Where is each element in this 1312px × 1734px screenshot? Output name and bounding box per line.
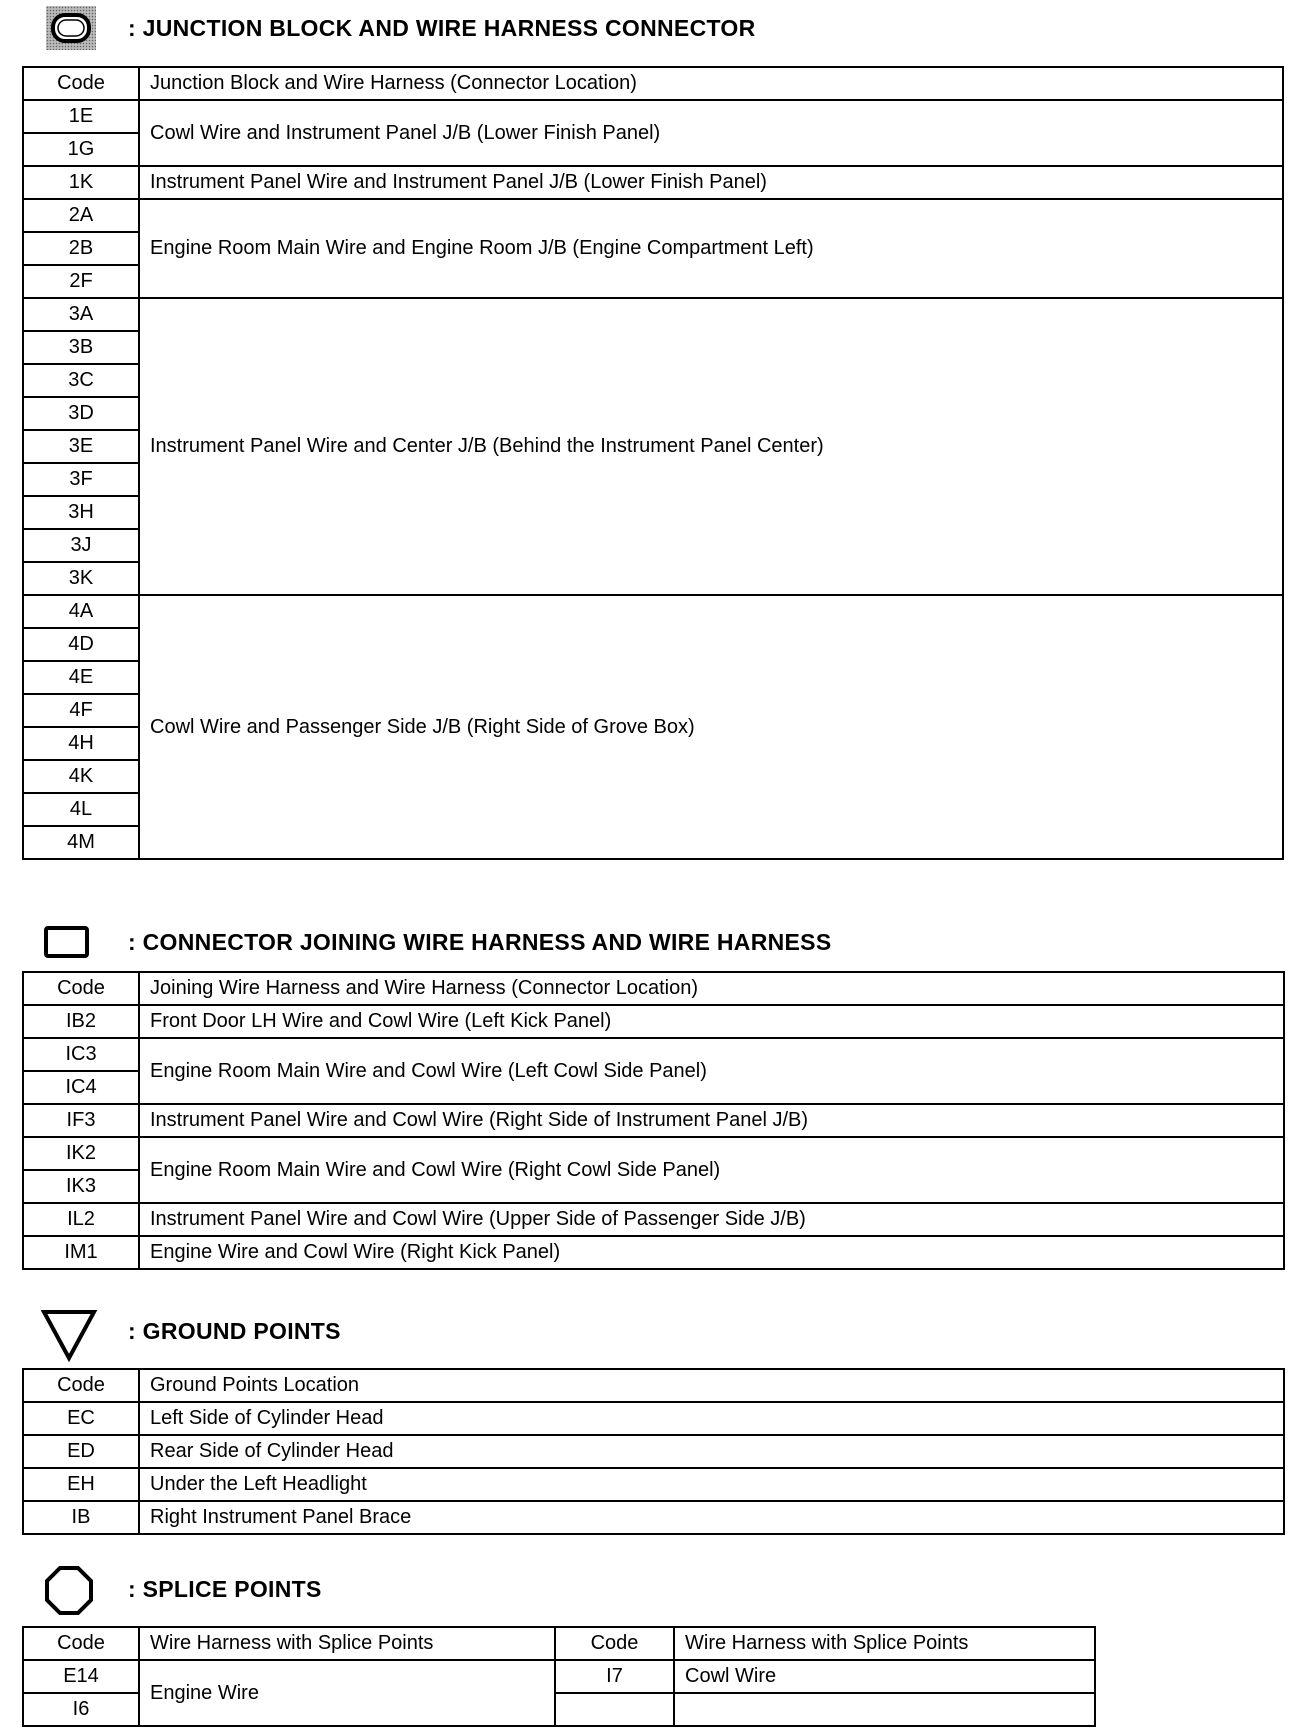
code-cell: IK3 xyxy=(23,1170,139,1203)
table-row xyxy=(23,1660,1095,1693)
table-row xyxy=(23,1005,1284,1038)
desc-cell: Instrument Panel Wire and Center J/B (Behind the Instrument Panel Center) xyxy=(139,298,1283,595)
table-row xyxy=(23,595,1283,628)
table-row xyxy=(23,1501,1284,1534)
splice-section-header xyxy=(40,1561,322,1617)
junction-section-title: : JUNCTION BLOCK AND WIRE HARNESS CONNECTOR xyxy=(128,14,756,41)
code-cell: 4D xyxy=(23,628,139,661)
code-cell: IC4 xyxy=(23,1071,139,1104)
code-cell: 1E xyxy=(23,100,139,133)
code-cell: IB2 xyxy=(23,1005,139,1038)
header-desc-2: Wire Harness with Splice Points xyxy=(674,1627,1095,1660)
desc-cell: Cowl Wire and Instrument Panel J/B (Lower Finish Panel) xyxy=(139,100,1283,166)
connector-header-row xyxy=(23,972,1284,1005)
table-row xyxy=(23,1038,1284,1071)
desc-cell: Right Instrument Panel Brace xyxy=(139,1501,1284,1534)
code-cell: 3C xyxy=(23,364,139,397)
junction-section-header xyxy=(40,0,756,56)
junction-header-row xyxy=(23,67,1283,100)
code-cell: E14 xyxy=(23,1660,139,1693)
code-cell: I7 xyxy=(555,1660,674,1693)
table-row xyxy=(23,1435,1284,1468)
table-row xyxy=(23,100,1283,133)
code-cell: I6 xyxy=(23,1693,139,1726)
code-cell: 4H xyxy=(23,727,139,760)
code-cell xyxy=(555,1693,674,1726)
code-cell: IC3 xyxy=(23,1038,139,1071)
desc-cell: Under the Left Headlight xyxy=(139,1468,1284,1501)
desc-cell: Engine Room Main Wire and Cowl Wire (Left Cowl Side Panel) xyxy=(139,1038,1284,1104)
table-row xyxy=(23,199,1283,232)
connector-section-title: : CONNECTOR JOINING WIRE HARNESS AND WIRE HARNESS xyxy=(128,928,832,955)
code-cell: 4K xyxy=(23,760,139,793)
desc-cell: Front Door LH Wire and Cowl Wire (Left Kick Panel) xyxy=(139,1005,1284,1038)
table-row xyxy=(23,1104,1284,1137)
ground-triangle-icon xyxy=(40,1303,120,1359)
code-cell: 3K xyxy=(23,562,139,595)
header-code: Code xyxy=(23,1627,139,1660)
header-desc: Wire Harness with Splice Points xyxy=(139,1627,555,1660)
desc-cell: Rear Side of Cylinder Head xyxy=(139,1435,1284,1468)
header-desc: Ground Points Location xyxy=(139,1369,1284,1402)
desc-cell: Engine Wire xyxy=(139,1660,555,1726)
header-desc: Joining Wire Harness and Wire Harness (Connector Location) xyxy=(139,972,1284,1005)
table-row xyxy=(23,1203,1284,1236)
desc-cell: Engine Room Main Wire and Engine Room J/B (Engine Compartment Left) xyxy=(139,199,1283,298)
code-cell: IM1 xyxy=(23,1236,139,1269)
code-cell: IL2 xyxy=(23,1203,139,1236)
code-cell: 1K xyxy=(23,166,139,199)
splice-table xyxy=(22,1626,1096,1727)
splice-section-title: : SPLICE POINTS xyxy=(128,1575,322,1602)
ground-header-row xyxy=(23,1369,1284,1402)
code-cell: 4E xyxy=(23,661,139,694)
desc-cell: Engine Wire and Cowl Wire (Right Kick Panel) xyxy=(139,1236,1284,1269)
code-cell: 3A xyxy=(23,298,139,331)
code-cell: 3E xyxy=(23,430,139,463)
junction-block-icon xyxy=(40,0,120,56)
code-cell: 3H xyxy=(23,496,139,529)
splice-header-row xyxy=(23,1627,1095,1660)
desc-cell: Left Side of Cylinder Head xyxy=(139,1402,1284,1435)
code-cell: 1G xyxy=(23,133,139,166)
code-cell: EC xyxy=(23,1402,139,1435)
desc-cell: Instrument Panel Wire and Cowl Wire (Right Side of Instrument Panel J/B) xyxy=(139,1104,1284,1137)
table-row xyxy=(23,1236,1284,1269)
code-cell: 4F xyxy=(23,694,139,727)
connector-table xyxy=(22,971,1285,1270)
code-cell: 2A xyxy=(23,199,139,232)
code-cell: 2B xyxy=(23,232,139,265)
header-code: Code xyxy=(23,1369,139,1402)
code-cell: 3B xyxy=(23,331,139,364)
header-code: Code xyxy=(23,67,139,100)
header-desc: Junction Block and Wire Harness (Connector Location) xyxy=(139,67,1283,100)
desc-cell: Cowl Wire and Passenger Side J/B (Right Side of Grove Box) xyxy=(139,595,1283,859)
table-row xyxy=(23,1402,1284,1435)
code-cell: ED xyxy=(23,1435,139,1468)
code-cell: 3D xyxy=(23,397,139,430)
code-cell: 4L xyxy=(23,793,139,826)
code-cell: 3J xyxy=(23,529,139,562)
splice-octagon-icon xyxy=(40,1561,120,1617)
code-cell: 3F xyxy=(23,463,139,496)
desc-cell xyxy=(674,1693,1095,1726)
ground-section-title: : GROUND POINTS xyxy=(128,1317,341,1344)
desc-cell: Cowl Wire xyxy=(674,1660,1095,1693)
junction-table xyxy=(22,66,1284,860)
code-cell: EH xyxy=(23,1468,139,1501)
ground-section-header xyxy=(40,1303,341,1359)
desc-cell: Instrument Panel Wire and Cowl Wire (Upper Side of Passenger Side J/B) xyxy=(139,1203,1284,1236)
table-row xyxy=(23,1468,1284,1501)
ground-table xyxy=(22,1368,1285,1535)
desc-cell: Engine Room Main Wire and Cowl Wire (Right Cowl Side Panel) xyxy=(139,1137,1284,1203)
table-row xyxy=(23,166,1283,199)
code-cell: 4M xyxy=(23,826,139,859)
code-cell: IK2 xyxy=(23,1137,139,1170)
header-code: Code xyxy=(23,972,139,1005)
code-cell: IB xyxy=(23,1501,139,1534)
table-row xyxy=(23,1137,1284,1170)
code-cell: IF3 xyxy=(23,1104,139,1137)
code-cell: 2F xyxy=(23,265,139,298)
connector-section-header xyxy=(40,914,831,970)
code-cell: 4A xyxy=(23,595,139,628)
desc-cell: Instrument Panel Wire and Instrument Panel J/B (Lower Finish Panel) xyxy=(139,166,1283,199)
header-code-2: Code xyxy=(555,1627,674,1660)
connector-rectangle-icon xyxy=(40,914,120,970)
table-row xyxy=(23,298,1283,331)
